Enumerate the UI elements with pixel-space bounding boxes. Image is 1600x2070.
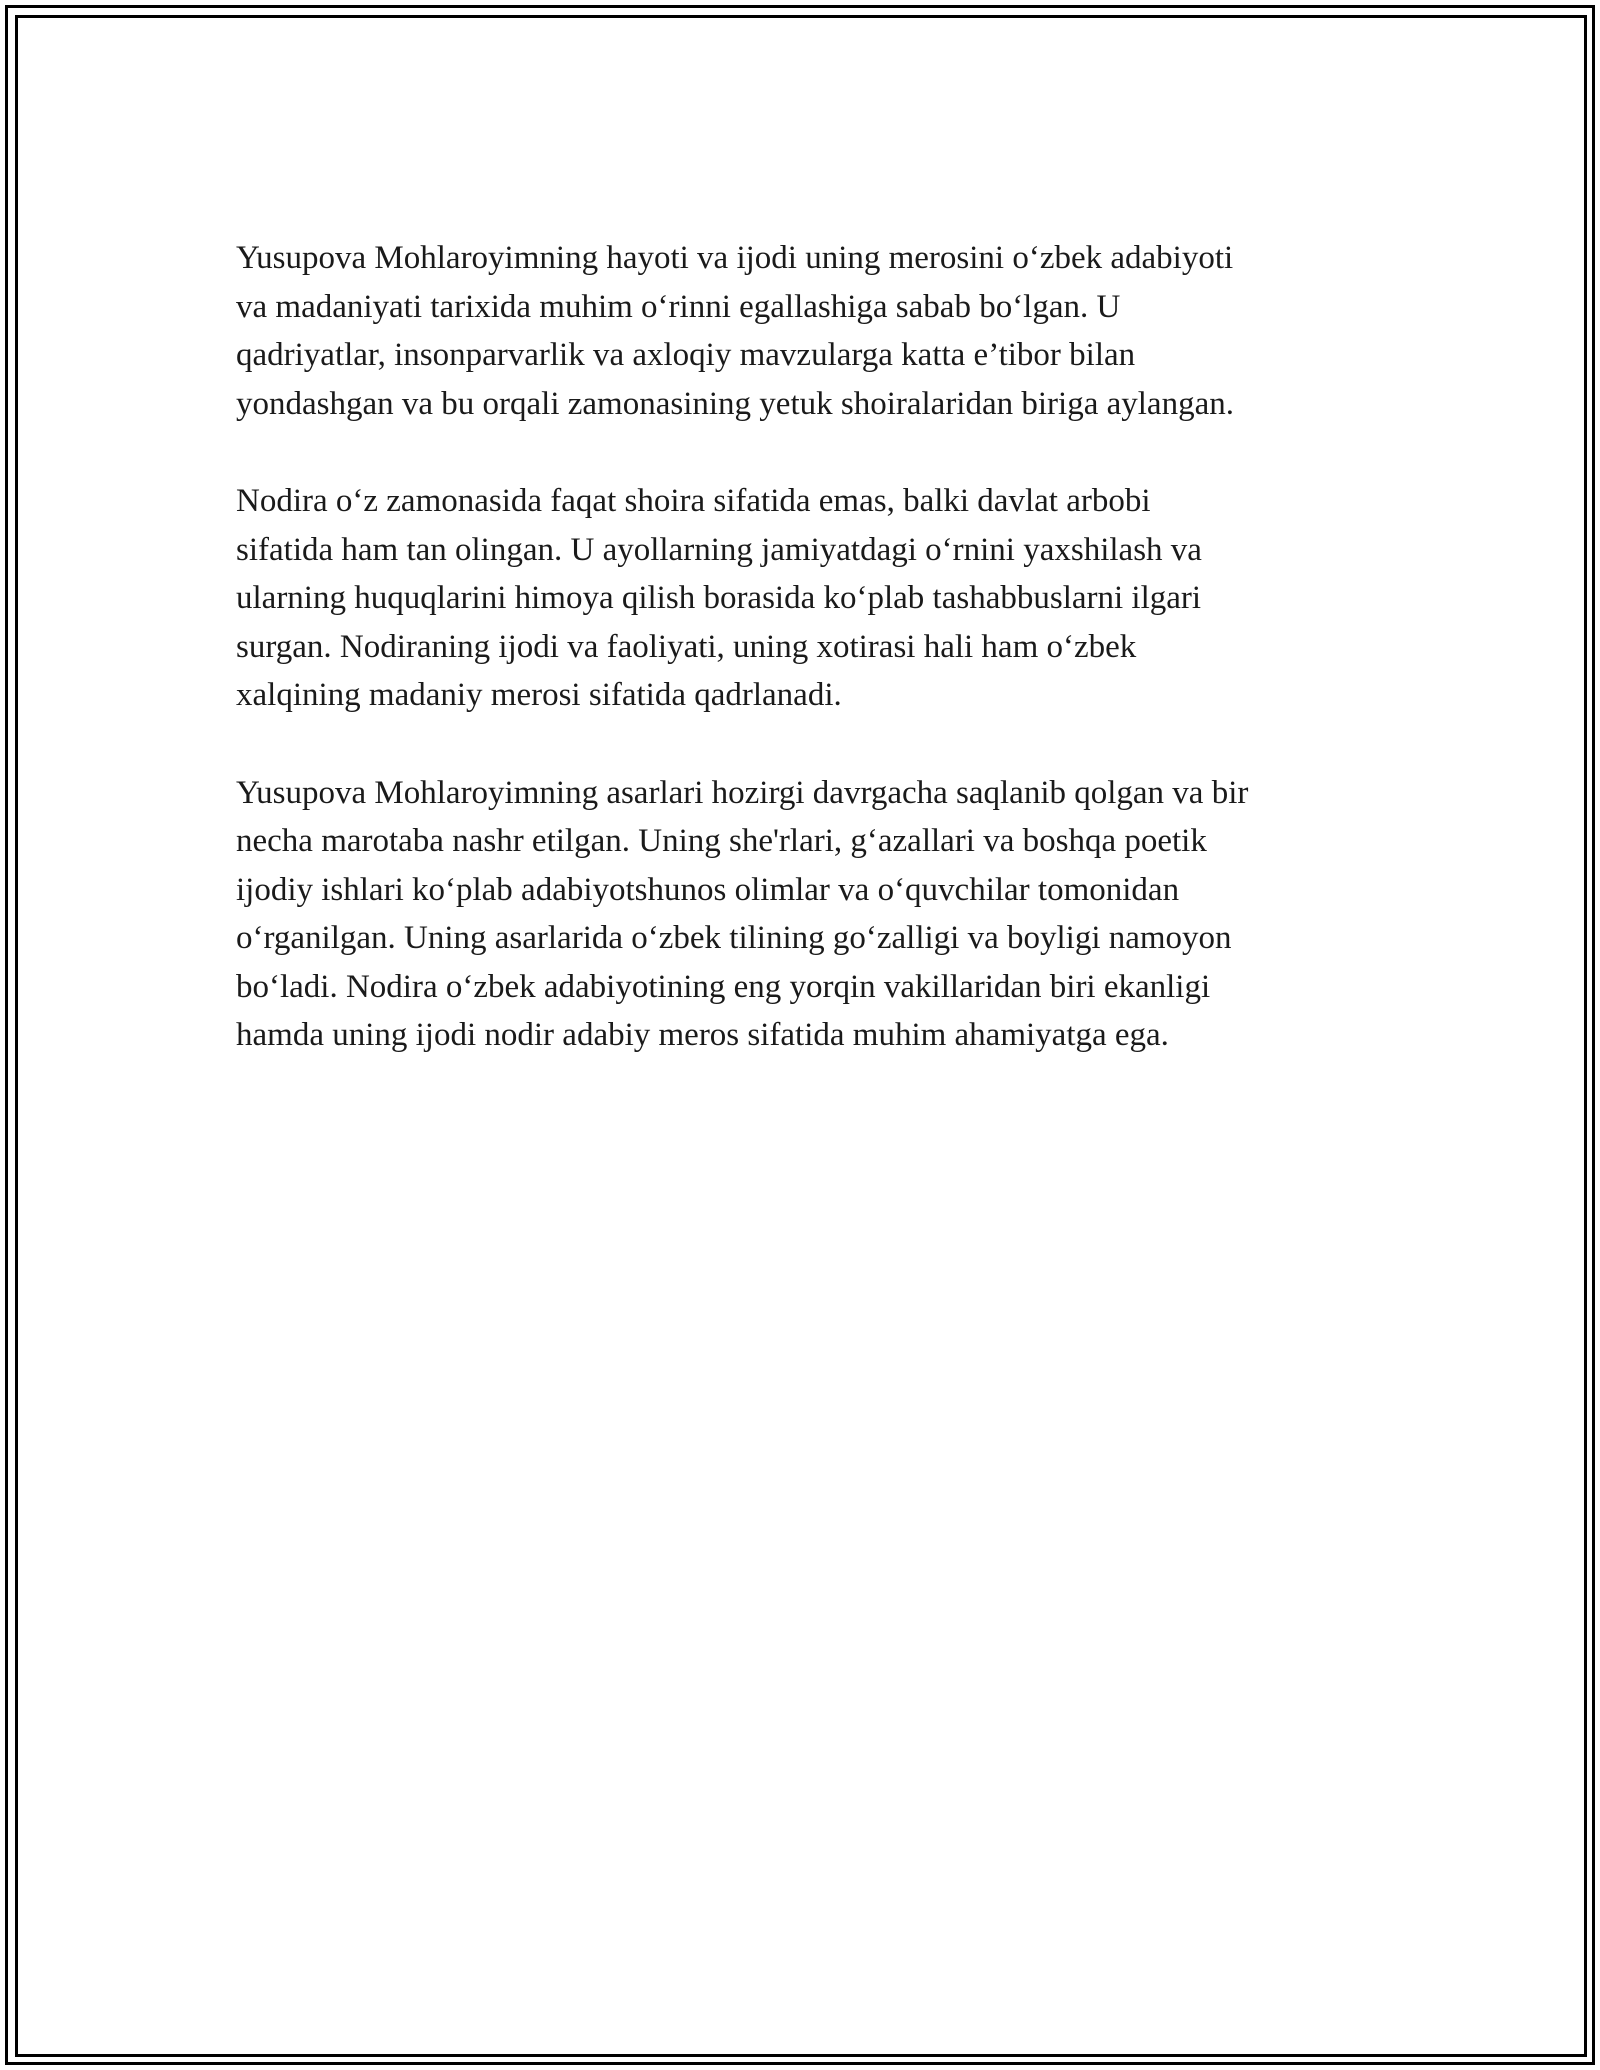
document-body	[236, 234, 1396, 1109]
paragraph-2: Nodira o‘z zamonasida faqat shoira sifatida emas, balki davlat arbobi sifatida ham tan olingan. U ayollarning jamiyatdagi o‘rnini yaxshilash va ularning huquqlarini himoya qilish borasida ko‘plab tashabbuslarni ilgari surgan. Nodiraning ijodi va faoliyati, uning xotirasi hali ham o‘zbek xalqining madaniy merosi sifatida qadrlanadi.	[236, 483, 1202, 713]
paragraph-1: Yusupova Mohlaroyimning hayoti va ijodi uning merosini o‘zbek adabiyoti va madaniyati tarixida muhim o‘rinni egallashiga sabab bo‘lgan. U qadriyatlar, insonparvarlik va axloqiy mavzularga katta e’tibor bilan yondashgan va bu orqali zamonasining yetuk shoiralaridan biriga aylangan.	[236, 240, 1234, 422]
paragraph-3: Yusupova Mohlaroyimning asarlari hozirgi davrgacha saqlanib qolgan va bir necha marotaba nashr etilgan. Uning she'rlari, g‘azallari va boshqa poetik ijodiy ishlari ko‘plab adabiyotshunos olimlar va o‘quvchilar tomonidan o‘rganilgan. Uning asarlarida o‘zbek tilining go‘zalligi va boyligi namoyon bo‘ladi. Nodira o‘zbek adabiyotining eng yorqin vakillaridan biri ekanligi hamda uning ijodi nodir adabiy meros sifatida muhim ahamiyatga ega.	[236, 774, 1249, 1053]
